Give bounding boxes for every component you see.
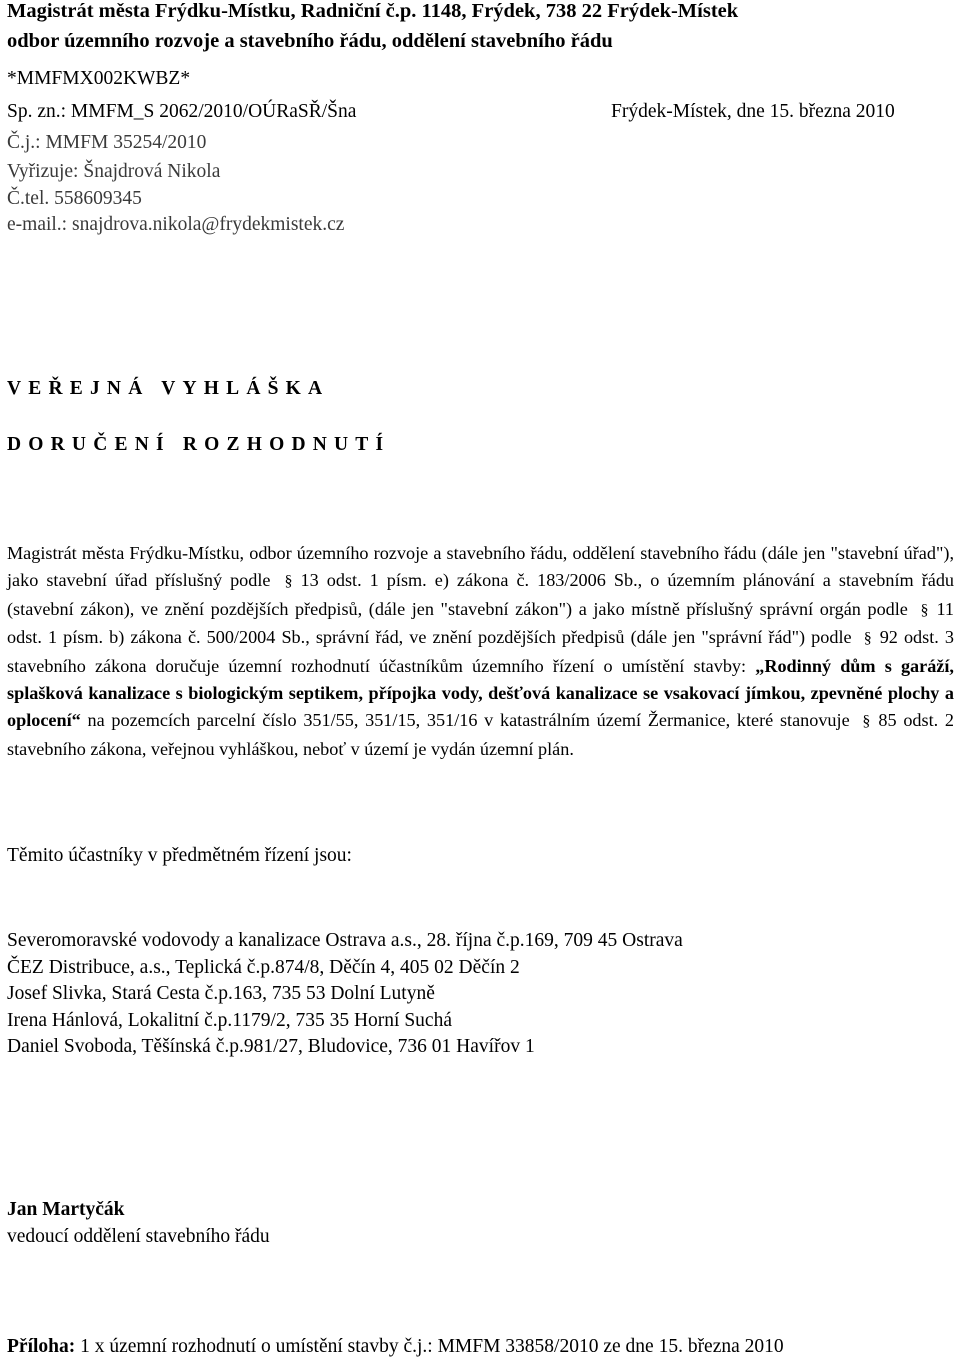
body-text-5: na pozemcích parcelní číslo 351/55, 351/15, 351/16 v katastrálním území Žermanice, které stanovuje — [87, 709, 850, 730]
email-value[interactable]: snajdrova.nikola@frydekmistek.cz — [71, 214, 345, 235]
section-sign: § — [920, 601, 929, 619]
vyrizuje-value: Šnajdrová Nikola — [83, 161, 221, 182]
section-sign: § — [284, 572, 293, 590]
vyrizuje-row — [7, 161, 220, 183]
list-item: ČEZ Distribuce, a.s., Teplická č.p.874/8, Děčín 4, 405 02 Děčín 2 — [7, 956, 520, 978]
email-label: e-mail.: — [7, 214, 68, 235]
participants-intro: Těmito účastníky v předmětném řízení jsou: — [7, 845, 352, 866]
header-line-1: Magistrát města Frýdku-Místku, Radniční č.p. 1148, Frýdek, 738 22 Frýdek-Místek — [7, 0, 739, 22]
tel-label: Č.tel. — [7, 188, 50, 209]
body-text-4: 92 odst. 3 stavebního zákona doručuje územní rozhodnutí účastníkům územního řízení o umístění stavby: — [7, 627, 955, 677]
list-item: Severomoravské vodovody a kanalizace Ostrava a.s., 28. října č.p.169, 709 45 Ostrava — [7, 930, 683, 951]
list-item: Irena Hánlová, Lokalitní č.p.1179/2, 735 35 Horní Suchá — [7, 1009, 452, 1031]
place-date: Frýdek-Místek, dne 15. března 2010 — [611, 101, 895, 122]
vyrizuje-label: Vyřizuje: — [7, 161, 79, 182]
title-doruceni-rozhodnuti: DORUČENÍ ROZHODNUTÍ — [7, 434, 391, 455]
body-text-6: 85 odst. 2 stavebního zákona, veřejnou vyhláškou, neboť v území je vydán územní plán. — [7, 709, 955, 759]
attachment-text: 1 x územní rozhodnutí o umístění stavby č.j.: MMFM 33858/2010 ze dne 15. března 2010 — [80, 1336, 784, 1357]
cj-label: Č.j.: — [7, 132, 41, 153]
tel-value: 558609345 — [54, 188, 142, 209]
attachment-label: Příloha: — [7, 1336, 76, 1357]
body-text-3: 11 odst. 1 písm. b) zákona č. 500/2004 Sb., správní řád, ve znění pozdějších předpisů (dále jen "správní řád") podle — [7, 598, 955, 648]
body-text-2: 13 odst. 1 písm. e) zákona č. 183/2006 Sb., o územním plánování a stavebním řádu (stavební zákon), ve znění pozdějších předpisů, (dále jen "stavební zákon") a jako místně příslušný správní orgán podle — [7, 569, 955, 619]
sp-zn-label: Sp. zn.: — [7, 101, 67, 122]
sp-zn-row — [7, 101, 356, 123]
email-row — [7, 214, 344, 236]
section-sign: § — [863, 630, 872, 648]
sp-zn-value: MMFM_S 2062/2010/OÚRaSŘ/Šna — [70, 101, 357, 122]
attachment-row — [7, 1336, 784, 1358]
body-text-1: Magistrát města Frýdku-Místku, odbor územního rozvoje a stavebního řádu, oddělení stavebního řádu (dále jen "stavební úřad"), jako stavební úřad příslušný podle — [7, 543, 954, 590]
signatory-name: Jan Martyčák — [7, 1199, 125, 1220]
cj-value: MMFM 35254/2010 — [45, 132, 207, 153]
tel-row — [7, 188, 142, 210]
section-sign: § — [862, 712, 871, 730]
participants-list — [7, 928, 683, 1061]
body-paragraph — [7, 540, 954, 762]
list-item: Daniel Svoboda, Těšínská č.p.981/27, Bludovice, 736 01 Havířov 1 — [7, 1036, 535, 1058]
signatory-role: vedoucí oddělení stavebního řádu — [7, 1226, 270, 1247]
construction-description: „Rodinný dům s garáží, splašková kanalizace s biologickým septikem, přípojka vody, dešťová kanalizace se vsakovací jímkou, zpevněné plochy a oplocení“ — [7, 656, 954, 730]
header-line-2: odbor územního rozvoje a stavebního řádu, oddělení stavebního řádu — [7, 30, 613, 52]
barcode-id: *MMFMX002KWBZ* — [7, 68, 191, 89]
list-item: Josef Slivka, Stará Cesta č.p.163, 735 53 Dolní Lutyně — [7, 983, 435, 1005]
title-verejna-vyhlaska: VEŘEJNÁ VYHLÁŠKA — [7, 378, 330, 399]
cj-row — [7, 132, 206, 154]
